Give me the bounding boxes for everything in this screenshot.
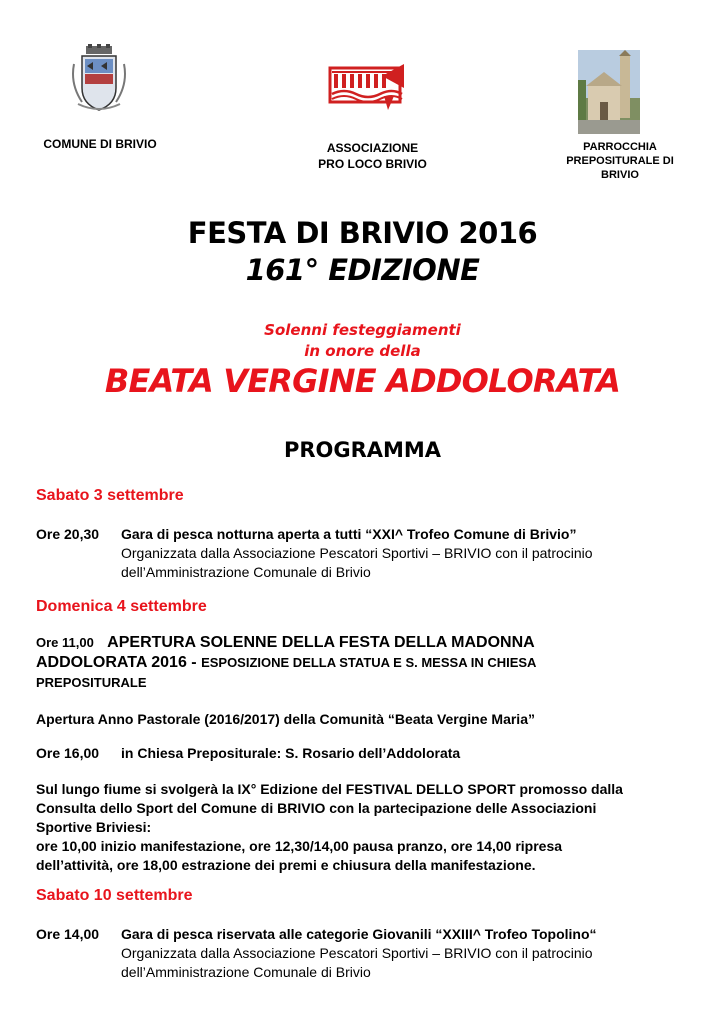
comune-caption: COMUNE DI BRIVIO xyxy=(43,137,157,151)
pro-loco-logo-icon xyxy=(324,58,408,114)
parrocchia-line1: PARROCCHIA xyxy=(583,141,657,153)
sport-line5: dell’attività, ore 18,00 estrazione dei premi e chiusura della manifestazione. xyxy=(36,857,536,873)
subtitle-line1: Solenni festeggiamenti xyxy=(264,321,461,339)
rosario: in Chiesa Prepositurale: S. Rosario dell’Addolorata xyxy=(121,745,461,761)
sport-line1: Sul lungo fiume si svolgerà la IX° Edizione del FESTIVAL DELLO SPORT promosso dalla xyxy=(36,781,623,797)
apertura-line1: APERTURA SOLENNE DELLA FESTA DELLA MADONNA xyxy=(107,634,535,651)
apertura-line2: ADDOLORATA 2016 - xyxy=(36,654,197,671)
festival-sport xyxy=(36,780,716,875)
sport-line2: Consulta dello Sport del Comune di BRIVIO con la partecipazione delle Associazioni xyxy=(36,800,597,816)
subtitle xyxy=(0,320,725,362)
day-domenica-4: Domenica 4 settembre xyxy=(36,598,207,615)
festa-title: FESTA DI BRIVIO 2016 xyxy=(187,216,538,250)
comune-coat-of-arms-icon xyxy=(68,44,130,114)
apertura-small2: PREPOSITURALE xyxy=(36,675,147,690)
church-photo-icon xyxy=(578,50,640,134)
sabato3-note xyxy=(121,544,593,582)
associazione-caption xyxy=(290,140,455,172)
sabato10-note xyxy=(121,944,593,982)
main-title: BEATA VERGINE ADDOLORATA xyxy=(104,362,621,400)
sport-line3: Sportive Briviesi: xyxy=(36,819,152,835)
sabato3-note-line1: Organizzata dalla Associazione Pescatori Sportivi – BRIVIO con il patrocinio xyxy=(121,545,593,561)
subtitle-line2: in onore della xyxy=(304,342,421,360)
associazione-line1: ASSOCIAZIONE xyxy=(326,141,419,155)
anno-pastorale: Apertura Anno Pastorale (2016/2017) della Comunità “Beata Vergine Maria” xyxy=(36,711,535,727)
sabato10-event: Gara di pesca riservata alle categorie Giovanili “XXIII^ Trofeo Topolino“ xyxy=(121,926,597,942)
domenica4-time2: Ore 16,00 xyxy=(36,745,100,761)
domenica4-time1: Ore 11,00 xyxy=(36,635,94,650)
day-sabato-10: Sabato 10 settembre xyxy=(36,887,193,904)
sabato3-event: Gara di pesca notturna aperta a tutti “XXI^ Trofeo Comune di Brivio” xyxy=(121,526,577,542)
associazione-line2: PRO LOCO BRIVIO xyxy=(318,157,427,171)
programma-heading: PROGRAMMA xyxy=(283,438,442,462)
sport-line4: ore 10,00 inizio manifestazione, ore 12,30/14,00 pausa pranzo, ore 14,00 ripresa xyxy=(36,838,563,854)
parrocchia-line2: PREPOSITURALE DI xyxy=(566,155,674,167)
parrocchia-line3: BRIVIO xyxy=(601,169,639,181)
parrocchia-caption xyxy=(540,140,700,182)
sabato10-time: Ore 14,00 xyxy=(36,926,100,942)
apertura-small: ESPOSIZIONE DELLA STATUA E S. MESSA IN CHIESA xyxy=(201,655,537,670)
apertura-block xyxy=(36,633,696,693)
sabato3-time: Ore 20,30 xyxy=(36,526,100,542)
day-sabato-3: Sabato 3 settembre xyxy=(36,487,184,504)
sabato10-note-line1: Organizzata dalla Associazione Pescatori Sportivi – BRIVIO con il patrocinio xyxy=(121,945,593,961)
edizione-title: 161° EDIZIONE xyxy=(245,253,480,287)
sabato10-note-line2: dell’Amministrazione Comunale di Brivio xyxy=(121,964,371,980)
sabato3-note-line2: dell’Amministrazione Comunale di Brivio xyxy=(121,564,371,580)
